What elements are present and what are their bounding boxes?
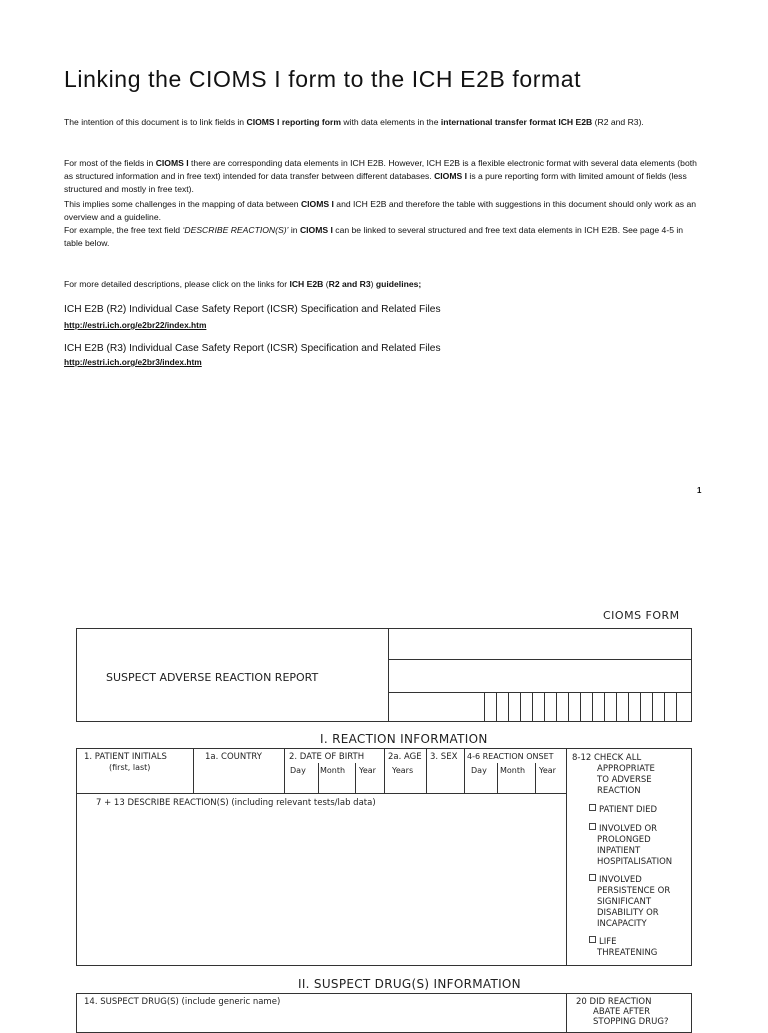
onset-day: Day bbox=[471, 766, 487, 775]
reference-box-divider bbox=[556, 692, 557, 722]
document-title: Linking the CIOMS I form to the ICH E2B format bbox=[64, 66, 582, 92]
reference-box-divider bbox=[520, 692, 521, 722]
cioms-form-header: CIOMS FORM bbox=[603, 609, 680, 622]
reference-box-divider bbox=[640, 692, 641, 722]
paragraph-fields-mapping: For most of the fields in CIOMS I there are corresponding data elements in ICH E2B. However, ICH E2B is a flexible electronic format with several data elements (both as structured information and in free text) intended for data transfer between different databases. CIOMS I is a pure reporting form with limited amount of fields (less structured and mostly in free text). bbox=[64, 158, 697, 194]
link-url-r3[interactable]: http://estri.ich.org/e2br3/index.htm bbox=[64, 357, 202, 367]
describe-reaction-label: 7 + 13 DESCRIBE REACTION(S) (including relevant tests/lab data) bbox=[96, 798, 376, 808]
reference-box-divider bbox=[544, 692, 545, 722]
link-url-r2[interactable]: http://estri.ich.org/e2br22/index.htm bbox=[64, 320, 207, 330]
reference-box-divider bbox=[532, 692, 533, 722]
checkbox-icon bbox=[589, 936, 596, 943]
report-title: SUSPECT ADVERSE REACTION REPORT bbox=[106, 671, 319, 684]
reference-box-divider bbox=[568, 692, 569, 722]
paragraph-more-info: For more detailed descriptions, please click on the links for ICH E2B (R2 and R3) guidelines; bbox=[64, 279, 422, 289]
age-label: 2a. AGE bbox=[388, 752, 422, 762]
section-suspect-drug-information: II. SUSPECT DRUG(S) INFORMATION bbox=[298, 977, 521, 991]
reference-box-divider bbox=[652, 692, 653, 722]
sex-label: 3. SEX bbox=[430, 752, 458, 762]
patient-died-checkbox[interactable]: PATIENT DIED bbox=[589, 804, 657, 815]
country-label: 1a. COUNTRY bbox=[205, 752, 262, 762]
dob-month: Month bbox=[320, 766, 346, 775]
age-years: Years bbox=[392, 766, 414, 775]
section-reaction-information: I. REACTION INFORMATION bbox=[320, 732, 488, 746]
onset-month: Month bbox=[500, 766, 526, 775]
reference-box-divider bbox=[628, 692, 629, 722]
reference-box-divider bbox=[676, 692, 677, 722]
page-number: 1 bbox=[697, 486, 702, 495]
checkbox-icon bbox=[589, 804, 596, 811]
dob-year: Year bbox=[359, 766, 376, 775]
check-all-heading: 8-12 CHECK ALL APPROPRIATE TO ADVERSE REACTION bbox=[572, 753, 655, 796]
reaction-onset-label: 4-6 REACTION ONSET bbox=[467, 752, 554, 761]
hospitalisation-checkbox[interactable]: INVOLVED OR PROLONGED INPATIENT HOSPITALISATION bbox=[589, 823, 672, 868]
dob-day: Day bbox=[290, 766, 306, 775]
suspect-drug-label: 14. SUSPECT DRUG(S) (include generic name) bbox=[84, 997, 281, 1007]
paragraph-challenges: This implies some challenges in the mapping of data between CIOMS I and ICH E2B and therefore the table with suggestions in this document should only work as an overview and a guideline. bbox=[64, 199, 697, 222]
reference-box-divider bbox=[604, 692, 605, 722]
cioms-form-scan bbox=[0, 585, 768, 1027]
paragraph-example: For example, the free text field ‘DESCRIBE REACTION(S)’ in CIOMS I can be linked to several structured and free text data elements in ICH E2B. See page 4-5 in table below. bbox=[64, 225, 684, 248]
reference-box-divider bbox=[484, 692, 485, 722]
link-title-r3: ICH E2B (R3) Individual Case Safety Report (ICSR) Specification and Related Files bbox=[64, 343, 441, 354]
disability-checkbox[interactable]: INVOLVED PERSISTENCE OR SIGNIFICANT DISABILITY OR INCAPACITY bbox=[589, 874, 670, 930]
reference-box-divider bbox=[616, 692, 617, 722]
life-threatening-checkbox[interactable]: LIFE THREATENING bbox=[589, 936, 657, 959]
patient-initials-sub: (first, last) bbox=[109, 763, 151, 772]
intro-paragraph: The intention of this document is to link fields in CIOMS I reporting form with data elements in the international transfer format ICH E2B (R2 and R3). bbox=[64, 117, 644, 127]
reaction-abate-label: 20 DID REACTION ABATE AFTER STOPPING DRUG? bbox=[576, 997, 669, 1027]
link-title-r2: ICH E2B (R2) Individual Case Safety Report (ICSR) Specification and Related Files bbox=[64, 304, 441, 315]
date-of-birth-label: 2. DATE OF BIRTH bbox=[289, 752, 365, 762]
checkbox-icon bbox=[589, 874, 596, 881]
checkbox-icon bbox=[589, 823, 596, 830]
reference-box-divider bbox=[496, 692, 497, 722]
reference-box-divider bbox=[508, 692, 509, 722]
reference-box-divider bbox=[580, 692, 581, 722]
reference-box-divider bbox=[592, 692, 593, 722]
patient-initials-label: 1. PATIENT INITIALS bbox=[84, 752, 167, 762]
onset-year: Year bbox=[539, 766, 556, 775]
reference-box-divider bbox=[664, 692, 665, 722]
